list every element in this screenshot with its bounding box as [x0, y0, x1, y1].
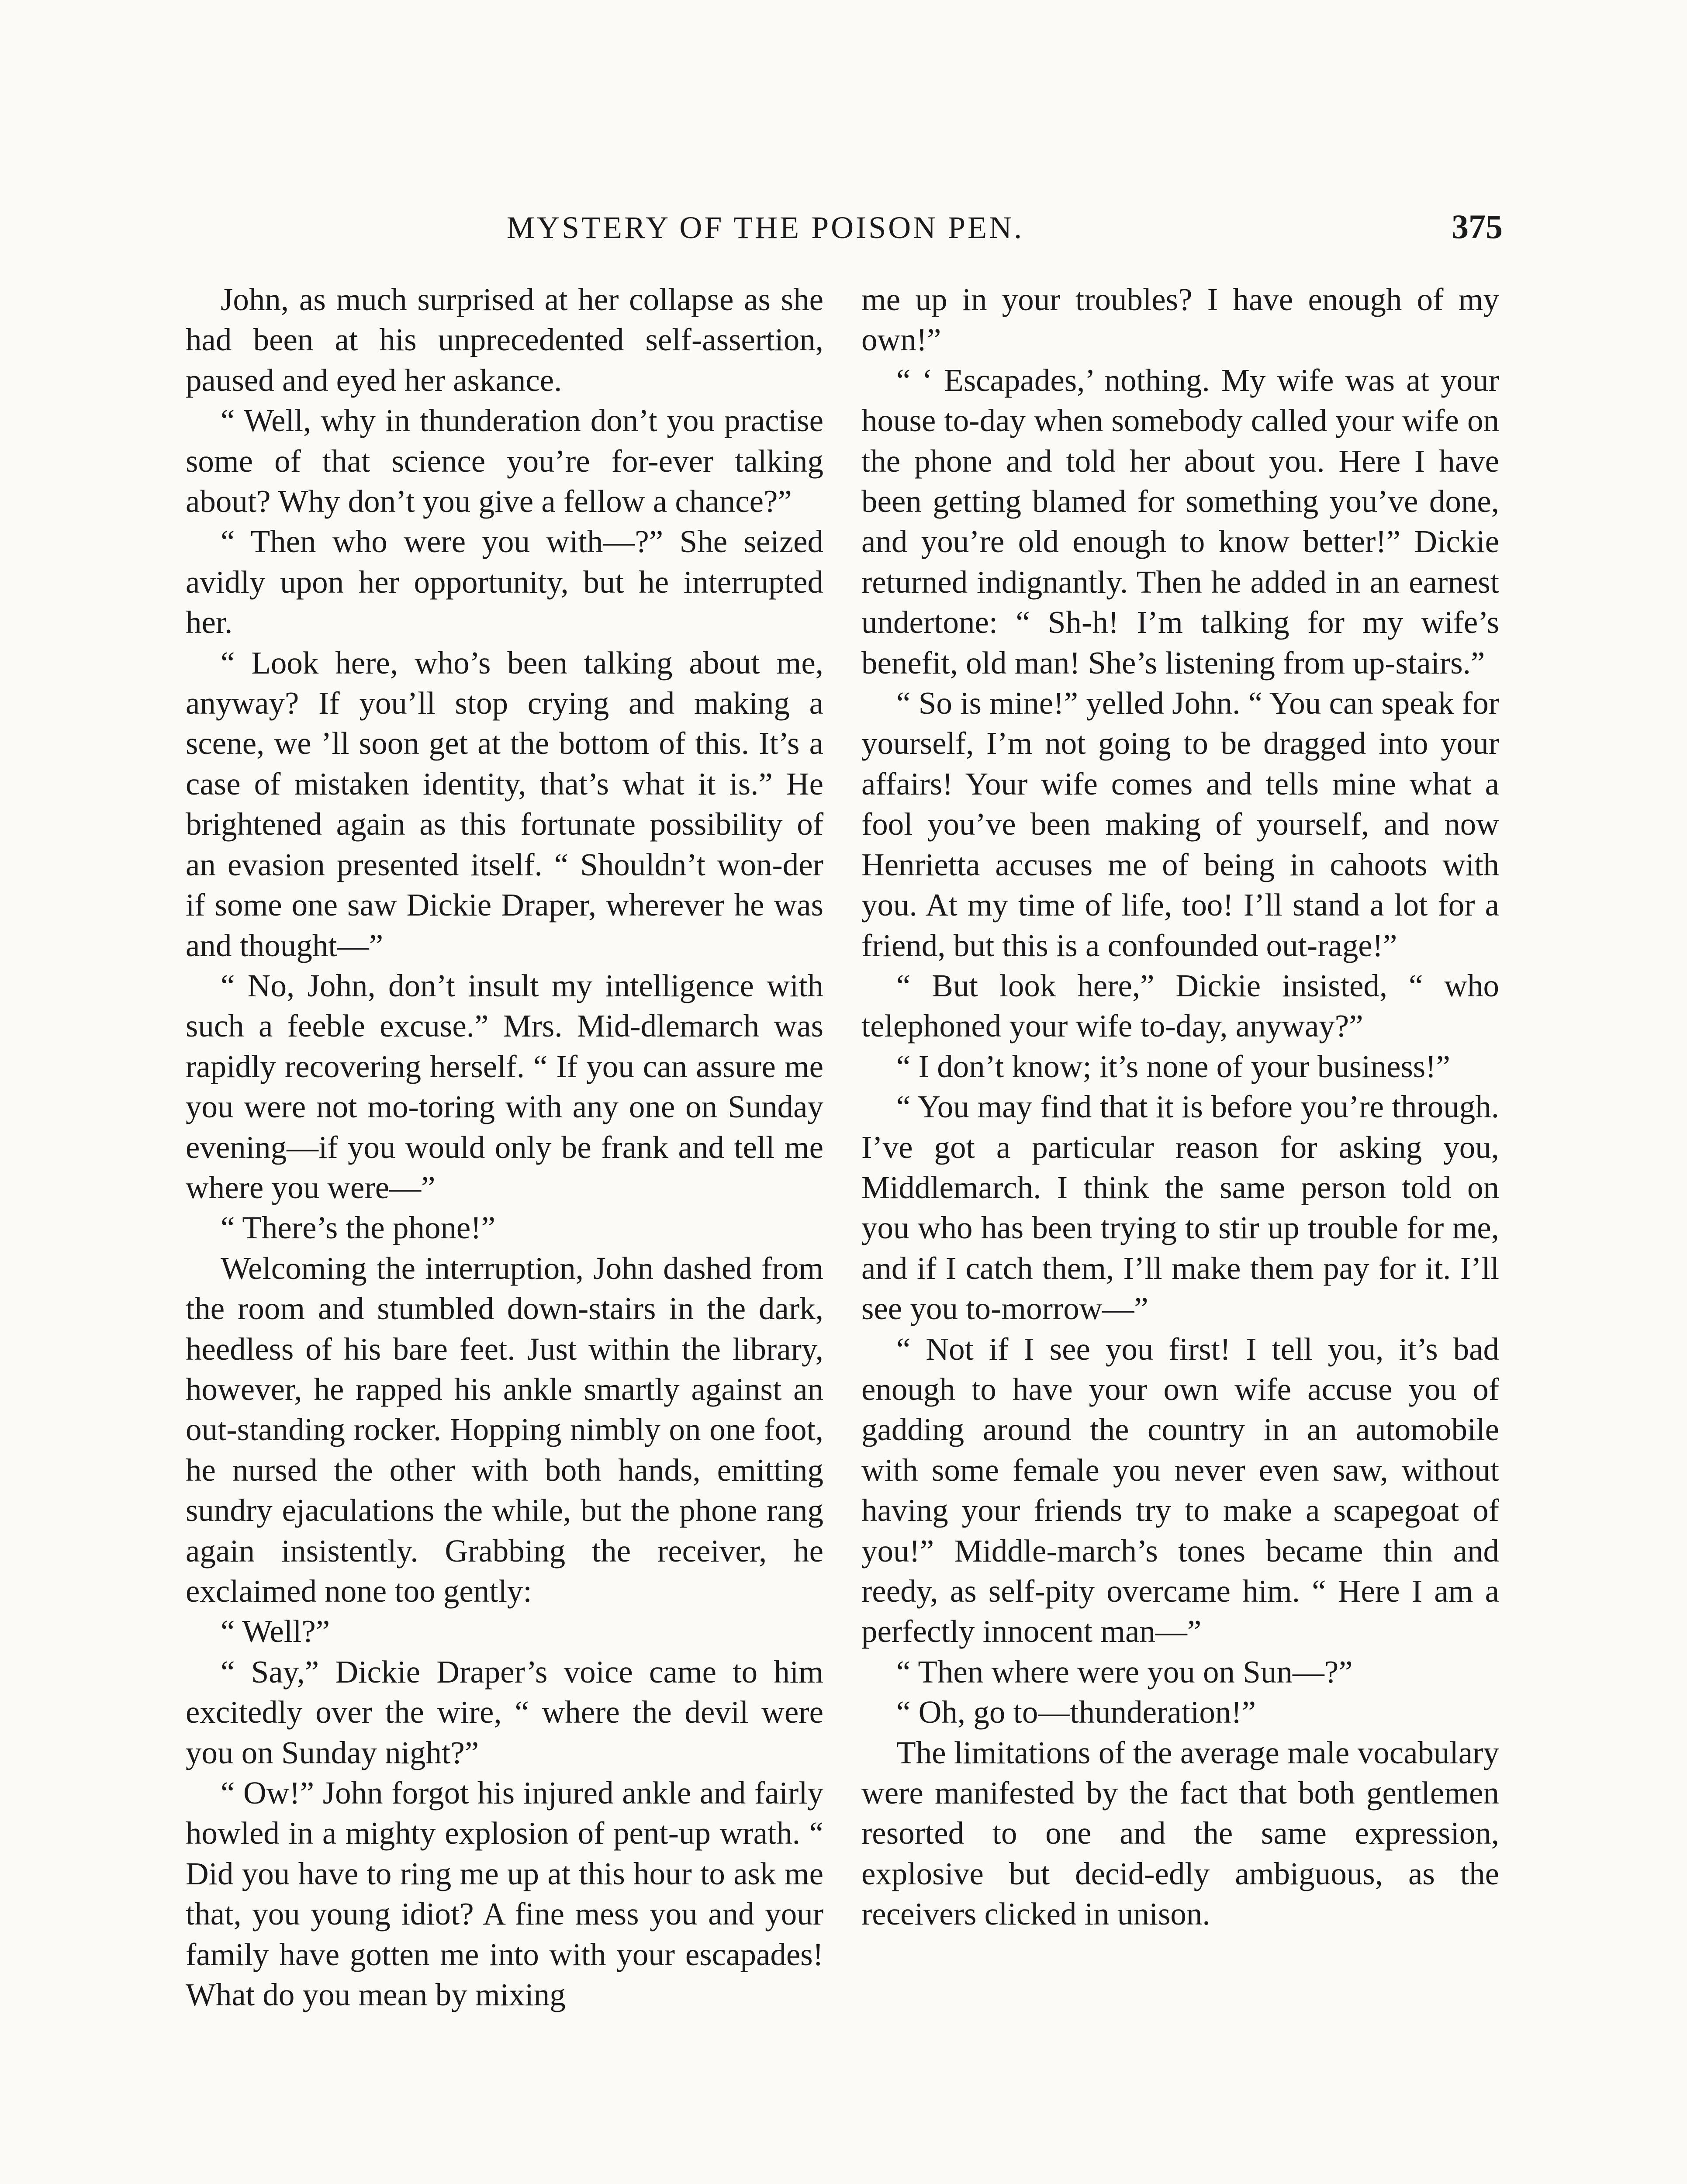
paragraph: “ Not if I see you first! I tell you, it’s bad enough to have your own wife accuse you of gadding around the country in an automobile with some female you never even saw, without having your friends try to make a scapegoat of you!” Middle-march’s tones became thin and reedy, as self-pity overcame him. “ Here I am a perfectly innocent man—” [861, 1331, 1499, 1649]
right-column [861, 280, 1499, 1935]
paragraph: “ I don’t know; it’s none of your business!” [896, 1048, 1450, 1084]
paragraph: “ Look here, who’s been talking about me, anyway? If you’ll stop crying and making a scene, we ’ll soon get at the bottom of this. It’s a case of mistaken identity, that’s what it is.” He brightened again as this fortunate possibility of an evasion presented itself. “ Shouldn’t won-der if some one saw Dickie Draper, wherever he was and thought—” [186, 645, 823, 963]
paragraph: “ Well?” [221, 1614, 330, 1649]
paragraph: me up in your troubles? I have enough of my own!” [861, 282, 1499, 358]
paragraph: “ Then who were you with—?” She seized avidly upon her opportunity, but he interrupted her. [186, 524, 823, 640]
paragraph: “ Then where were you on Sun—?” [896, 1654, 1353, 1690]
paragraph: “ Ow!” John forgot his injured ankle and fairly howled in a mighty explosion of pent-up wrath. “ Did you have to ring me up at this hour to ask me that, you young idiot? A fine mess you and your family have gotten me into with your escapades! What do you mean by mixing [186, 1775, 823, 2013]
paragraph: “ Oh, go to—thunderation!” [896, 1694, 1256, 1730]
paragraph: The limitations of the average male vocabulary were manifested by the fact that both gentlemen resorted to one and the same expression, explosive but decid-edly ambiguous, as the receivers clicked in unison. [861, 1735, 1499, 1932]
paragraph: “ So is mine!” yelled John. “ You can speak for yourself, I’m not going to be dragged into your affairs! Your wife comes and tells mine what a fool you’ve been making of yourself, and now Henrietta accuses me of being in cahoots with you. At my time of life, too! I’ll stand a lot for a friend, but this is a confounded out-rage!” [861, 685, 1499, 963]
page-number: 375 [1452, 207, 1503, 245]
paragraph: “ ‘ Escapades,’ nothing. My wife was at your house to-day when somebody called your wife on the phone and told her about you. Here I have been getting blamed for something you’ve done, and you’re old enough to know better!” Dickie returned indignantly. Then he added in an earnest undertone: “ Sh-h! I’m talking for my wife’s benefit, old man! She’s listening from up-stairs.” [861, 362, 1499, 681]
paragraph: “ You may find that it is before you’re through. I’ve got a particular reason for asking you, Middlemarch. I think the same person told on you who has been trying to stir up trouble for me, and if I catch them, I’ll make them pay for it. I’ll see you to-morrow—” [861, 1089, 1499, 1327]
paragraph: “ Well, why in thunderation don’t you practise some of that science you’re for-ever talking about? Why don’t you give a fellow a chance?” [186, 403, 823, 519]
paragraph: “ Say,” Dickie Draper’s voice came to him excitedly over the wire, “ where the devil were you on Sunday night?” [186, 1654, 823, 1770]
paragraph: Welcoming the interruption, John dashed from the room and stumbled down-stairs in the dark, heedless of his bare feet. Just within the library, however, he rapped his ankle smartly against an out-standing rocker. Hopping nimbly on one foot, he nursed the other with both hands, emitting sundry ejaculations the while, but the phone rang again insistently. Grabbing the receiver, he exclaimed none too gently: [186, 1250, 823, 1609]
left-column [186, 280, 823, 2015]
paragraph: “ But look here,” Dickie insisted, “ who telephoned your wife to-day, anyway?” [861, 968, 1499, 1044]
paragraph: John, as much surprised at her collapse as she had been at his unprecedented self-assertion, paused and eyed her askance. [186, 282, 823, 398]
running-header: MYSTERY OF THE POISON PEN. [507, 210, 1024, 245]
paragraph: “ No, John, don’t insult my intelligence with such a feeble excuse.” Mrs. Mid-dlemarch was rapidly recovering herself. “ If you can assure me you were not mo-toring with any one on Sunday evening—if you would only be frank and tell me where you were—” [186, 968, 823, 1205]
paragraph: “ There’s the phone!” [221, 1210, 496, 1246]
